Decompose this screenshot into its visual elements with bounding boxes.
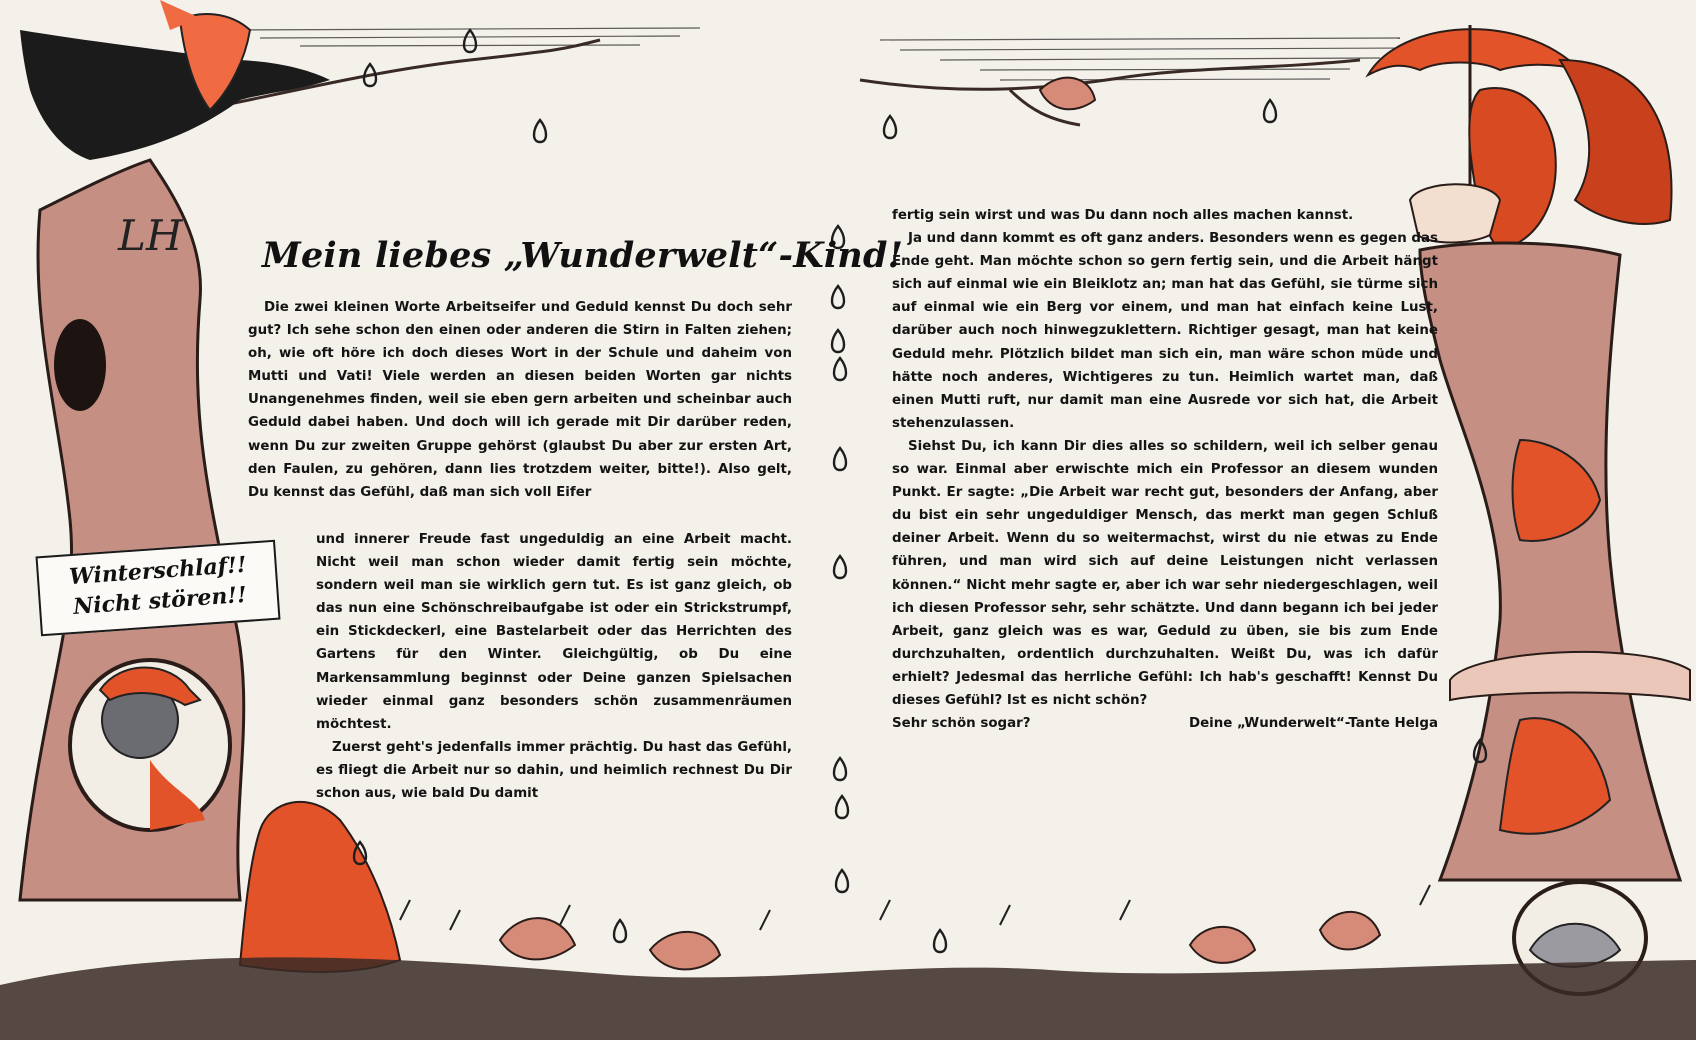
squirrel-tail-icon [1560,60,1672,224]
left-column-bottom [316,528,792,805]
top-branches [200,40,1360,125]
page-title: Mein liebes „Wunderwelt“-Kind! [262,235,904,277]
ground-roots [0,957,1696,1040]
hibernation-sign-text: Winterschlaf!! Nicht stören!! [68,551,248,620]
leaf-icon [650,932,720,970]
leaf-icon [1190,927,1255,963]
mushroom-icon [1450,652,1690,700]
paragraph: Die zwei kleinen Worte Arbeitseifer und Geduld kennst Du doch sehr gut? Ich sehe schon den einen oder anderen die Stirn in Falten ziehen; oh, wie oft höre ich doch dieses Wort in der Schule und daheim von Mutti und Vati! Viele werden an diesen beiden Worten gar nichts Unangenehmes finden, weil sie eben gern arbeiten und scheinbar auch Geduld dabei haben. Und doch will ich gerade mit Dir darüber reden, wenn Du zur zweiten Gruppe gehörst (glaubst Du aber zur ersten Art, den Faulen, zu gehören, dann lies trotzdem weiter, bitte!). Also gelt, Du kennst das Gefühl, daß man sich voll Eifer [248,300,792,500]
sky-hatching [230,28,1420,80]
tree-hollow-top [54,319,106,411]
closing-question: Sehr schön sogar? [892,716,1031,732]
leaf-icon [1320,912,1380,950]
crow-icon [20,0,330,160]
artist-monogram: LH [118,211,183,260]
signature-line [892,712,1438,735]
umbrella-icon [1368,29,1580,75]
red-riding-gnome-icon [240,802,400,972]
right-column [892,204,1438,735]
left-column-top [248,296,792,504]
paragraph: Ja und dann kommt es oft ganz anders. Besonders wenn es gegen das Ende geht. Man möchte schon so gern fertig sein, und die Arbeit hängt sich auf einmal wie ein Bleiklotz an; man hat das Gefühl, sie türme sich auf einmal wie ein Berg vor einem, und man hat einfach keine Lust, darüber auch noch hinwegzuklettern. Richtiger gesagt, man hat keine Geduld mehr. Plötzlich bildet man sich ein, man wäre schon müde und hätte noch anderes, Wichtigeres zu tun. Heimlich wartet man, daß einen Mutti ruft, nur damit man eine Ausrede vor sich hat, die Arbeit stehenzulassen. [892,231,1438,431]
paragraph: und innerer Freude fast ungeduldig an eine Arbeit macht. Nicht weil man schon wieder damit fertig sein möchte, sondern weil man sie wirklich gern tut. Es ist ganz gleich, ob das nun eine Schönschreibaufgabe ist oder ein Strickstrumpf, ein Stickdeckerl, eine Bastelarbeit oder das Herrichten des Gartens für den Winter. Gleichgültig, ob Du eine Markensammlung beginnst oder Deine ganzen Spielsachen wieder einmal ganz besonders schön zusammenräumen möchtest. [316,532,792,732]
signature: Deine „Wunderwelt“-Tante Helga [1188,716,1438,732]
hibernation-sign [36,540,281,637]
leaf-icon [500,918,575,959]
paragraph: fertig sein wirst und was Du dann noch alles machen kannst. [892,208,1354,223]
paragraph: Siehst Du, ich kann Dir dies alles so schildern, weil ich selber genau so war. Einmal aber erwischte mich ein Professor an diesem wunden Punkt. Er sagte: „Die Arbeit war recht gut, besonders der Anfang, aber du bist ein sehr ungeduldiger Mensch, das merkt man gegen Schluß deiner Arbeit. Wenn du so weitermachst, wirst du nie etwas zu Ende führen, und man wird sich auf deine Leistungen nicht verlassen können.“ Nicht mehr sagte er, aber ich war sehr niedergeschlagen, weil ich diesen Professor sehr, sehr schätzte. Und dann begann ich bei jeder Arbeit, ganz gleich was es war, Geduld zu üben, sie bis zum Ende durchzuhalten, ordentlich durchzuhalten. Weißt Du, was ich dafür erhielt? Jedesmal das herrliche Gefühl: Ich hab's geschafft! Kennst Du dieses Gefühl? Ist es nicht schön? [892,438,1438,708]
paragraph: Zuerst geht's jedenfalls immer prächtig. Du hast das Gefühl, es fliegt die Arbeit nur so dahin, und heimlich rechnest Du Dir schon aus, wie bald Du damit [316,739,792,802]
